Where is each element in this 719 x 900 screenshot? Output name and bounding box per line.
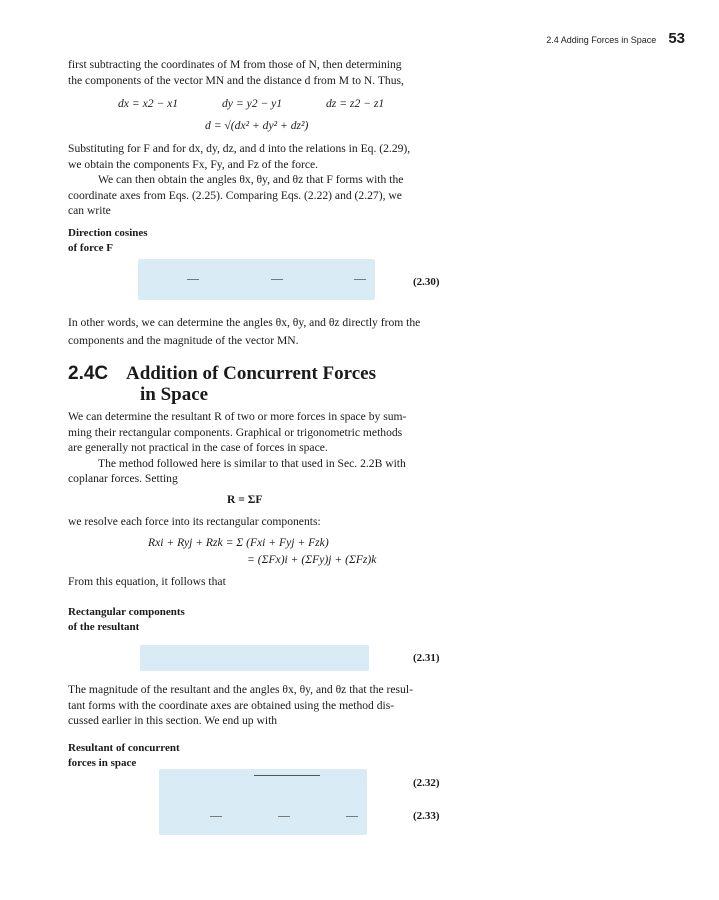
paragraph-intro (68, 57, 444, 88)
equation-resultant-sum: R = ΣF (227, 493, 263, 506)
paragraph-magnitude (68, 682, 444, 729)
fraction-bar (271, 279, 283, 280)
section-title-line: in Space (140, 384, 209, 405)
label-line: forces in space (68, 757, 137, 769)
section-title: 2.4 Adding Forces in Space (546, 35, 657, 45)
paragraph-other-words (68, 314, 444, 350)
margin-label-rectangular-components (68, 605, 185, 635)
section-title-line: Addition of Concurrent Forces (126, 363, 376, 384)
equation-number-2-33: (2.33) (413, 810, 440, 822)
margin-label-direction-cosines (68, 226, 148, 256)
paragraph-resultant (68, 409, 444, 487)
text-line: We can determine the resultant R of two or more forces in space by sum- (68, 410, 407, 423)
section-number: 2.4C (68, 363, 109, 384)
equation-components-2: = (ΣFx)i + (ΣFy)j + (ΣFz)k (247, 553, 377, 566)
equation-number-2-32: (2.32) (413, 777, 440, 789)
equation-number-2-31: (2.31) (413, 652, 440, 664)
text-line: we obtain the components Fx, Fy, and Fz of the force. (68, 157, 319, 171)
text-line: The magnitude of the resultant and the angles θx, θy, and θz that the resul- (68, 683, 413, 696)
equation-number-2-30: (2.30) (413, 276, 440, 288)
fraction-bar (278, 816, 290, 817)
label-line: of the resultant (68, 621, 140, 633)
equation-dy: dy = y2 − y1 (222, 97, 283, 110)
text-line: We can then obtain the angles θx, θy, and θz that F forms with the (98, 173, 404, 187)
paragraph-resolve: we resolve each force into its rectangular components: (68, 515, 321, 528)
page-number: 53 (668, 30, 685, 47)
equation-box-2-30 (138, 259, 375, 300)
fraction-bar (354, 279, 366, 280)
text-line: coordinate axes from Eqs. (2.25). Comparing Eqs. (2.22) and (2.27), we (68, 188, 402, 202)
section-heading (68, 363, 468, 405)
margin-label-resultant-concurrent (68, 741, 180, 771)
equation-dz: dz = z2 − z1 (326, 97, 385, 110)
label-line: Rectangular components (68, 606, 185, 618)
text-line: In other words, we can determine the angles θx, θy, and θz directly from the (68, 316, 421, 329)
text-line: ming their rectangular components. Graphical or trigonometric methods (68, 425, 403, 439)
text-line: cussed earlier in this section. We end up with (68, 714, 278, 728)
fraction-bar (187, 279, 199, 280)
text-line: components and the magnitude of the vector MN. (68, 334, 299, 347)
text-line: The method followed here is similar to that used in Sec. 2.2B with (98, 456, 406, 470)
equation-components-1: Rxi + Ryj + Rzk = Σ (Fxi + Fyj + Fzk) (148, 536, 329, 549)
running-header (546, 30, 685, 47)
label-line: of force F (68, 242, 113, 254)
text-line: coplanar forces. Setting (68, 472, 178, 486)
text-line: Substituting for F and for dx, dy, dz, and d into the relations in Eq. (2.29), (68, 142, 411, 155)
equation-box-2-31 (140, 645, 369, 671)
text-line: can write (68, 204, 111, 218)
radical-bar (254, 775, 320, 776)
text-line: tant forms with the coordinate axes are obtained using the method dis- (68, 698, 395, 712)
text-line: first subtracting the coordinates of M from those of N, then determining (68, 58, 402, 71)
fraction-bar (346, 816, 358, 817)
equation-dx: dx = x2 − x1 (118, 97, 179, 110)
label-line: Resultant of concurrent (68, 742, 180, 754)
equation-box-2-32-2-33 (159, 769, 367, 835)
fraction-bar (210, 816, 222, 817)
paragraph-substituting (68, 141, 444, 219)
equation-distance: d = √(dx² + dy² + dz²) (205, 119, 309, 132)
text-line: are generally not practical in the case of forces in space. (68, 441, 328, 455)
paragraph-follows: From this equation, it follows that (68, 575, 226, 588)
label-line: Direction cosines (68, 227, 148, 239)
text-line: the components of the vector MN and the distance d from M to N. Thus, (68, 73, 404, 87)
